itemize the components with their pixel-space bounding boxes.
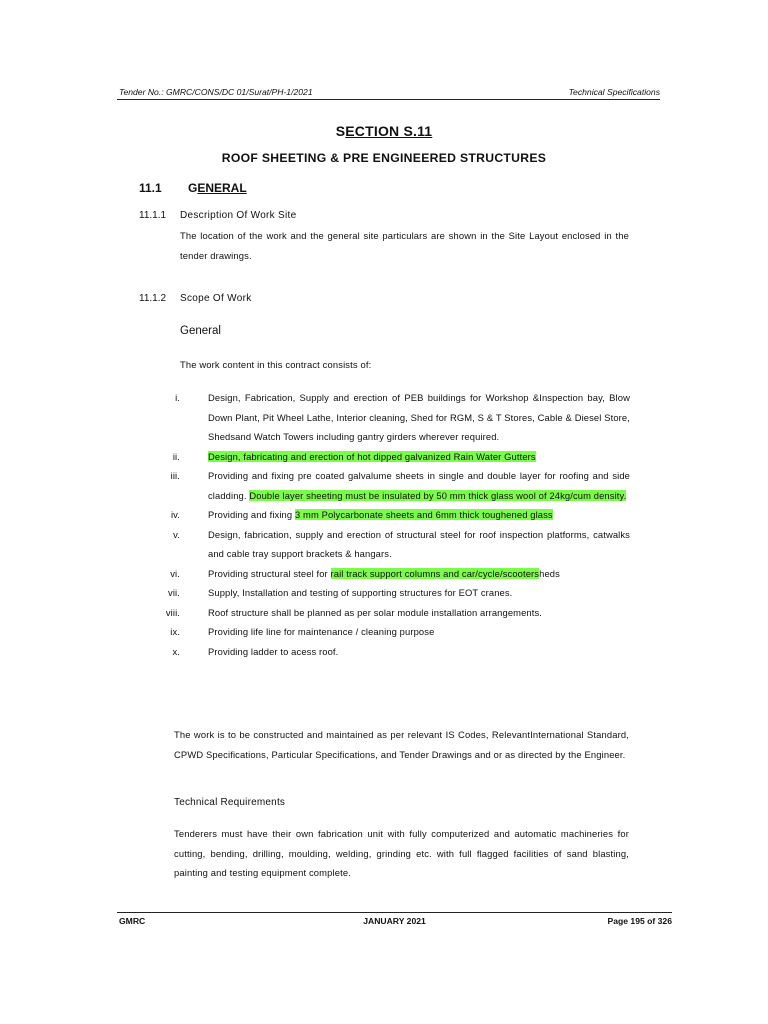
scope-list bbox=[150, 388, 630, 661]
list-item bbox=[150, 505, 630, 525]
list-item-number: iii. bbox=[170, 470, 180, 481]
highlighted-text: Double layer sheeting must be insulated by 50 mm thick glass wool of 24kg/cum density. bbox=[249, 489, 627, 501]
list-item bbox=[150, 466, 630, 505]
page-header bbox=[117, 87, 660, 100]
list-item-number: i. bbox=[175, 392, 180, 403]
list-item-text: Providing life line for maintenance / cleaning purpose bbox=[208, 626, 435, 637]
page-number: Page 195 of 326 bbox=[607, 916, 672, 926]
heading-number: 11.1 bbox=[139, 181, 162, 195]
list-item-text-plain: Providing and fixing bbox=[208, 509, 295, 520]
page-footer bbox=[117, 912, 672, 930]
subsection-number-1111: 11.1.1 bbox=[139, 210, 167, 221]
list-item bbox=[150, 388, 630, 447]
list-item-number: ii. bbox=[172, 450, 180, 462]
list-item-number: vii. bbox=[168, 587, 180, 598]
list-item-text bbox=[208, 505, 630, 525]
list-item-text bbox=[208, 564, 630, 584]
list-item-number: iv. bbox=[170, 509, 180, 520]
header-doc-type: Technical Specifications bbox=[568, 87, 660, 97]
list-item-text: Providing ladder to acess roof. bbox=[208, 645, 339, 657]
list-item bbox=[150, 525, 630, 564]
list-item bbox=[150, 622, 630, 642]
list-item-text: Supply, Installation and testing of supporting structures for EOT cranes. bbox=[208, 587, 513, 598]
list-item bbox=[150, 603, 630, 623]
list-item-text bbox=[208, 466, 630, 505]
technical-requirements-paragraph: Tenderers must have their own fabrication unit with fully computerized and automatic machineries for cutting, bending, drilling, moulding, welding, grinding etc. with full flagged facilities of sand blasting, painting and testing equipment complete. bbox=[174, 828, 629, 878]
list-item-number: x. bbox=[172, 645, 180, 657]
list-item-text-plain: Providing structural steel for bbox=[208, 567, 331, 579]
highlighted-text: Design, fabricating and erection of hot dipped galvanized Rain Water Gutters bbox=[208, 450, 536, 462]
list-item-text-plain: Providing and fixing pre coated galvalume sheets in single and double layer for roofing and side cladding. bbox=[208, 470, 630, 501]
heading-general bbox=[188, 181, 247, 195]
list-item-number: vi. bbox=[170, 567, 180, 579]
list-item-text-tail: heds bbox=[539, 567, 560, 579]
heading-general-first: G bbox=[188, 181, 198, 195]
subsection-title-1111: Description Of Work Site bbox=[180, 210, 297, 221]
footer-org: GMRC bbox=[119, 916, 146, 926]
section-title-prefix: S bbox=[335, 123, 346, 139]
tender-number: Tender No.: GMRC/CONS/DC 01/Surat/PH-1/2021 bbox=[119, 87, 313, 97]
list-item-number: v. bbox=[173, 528, 180, 540]
list-item-number: ix. bbox=[170, 626, 180, 637]
technical-requirements-heading: Technical Requirements bbox=[174, 797, 286, 808]
work-standards-paragraph: The work is to be constructed and maintained as per relevant IS Codes, RelevantInternational Standard, CPWD Specifications, Particular Specifications, and Tender Drawings and or as directed by the Engineer. bbox=[174, 729, 629, 760]
list-item bbox=[150, 564, 630, 584]
list-item bbox=[150, 583, 630, 603]
section-title-rest: ECTION S.11 bbox=[345, 123, 433, 139]
scope-intro: The work content in this contract consists of: bbox=[180, 359, 372, 370]
section-title bbox=[0, 123, 768, 139]
footer-date: JANUARY 2021 bbox=[363, 916, 426, 926]
work-site-paragraph: The location of the work and the general site particulars are shown in the Site Layout enclosed in the tender drawings. bbox=[180, 230, 629, 261]
highlighted-text: rail track support columns and car/cycle/scooters bbox=[330, 567, 540, 579]
general-heading: General bbox=[180, 325, 221, 337]
list-item-number: viii. bbox=[165, 606, 180, 618]
list-item bbox=[150, 447, 630, 467]
highlighted-text: 3 mm Polycarbonate sheets and 6mm thick toughened glass bbox=[294, 509, 553, 520]
heading-general-rest: ENERAL bbox=[197, 181, 247, 195]
subsection-title-1112: Scope Of Work bbox=[180, 293, 252, 304]
subsection-number-1112: 11.1.2 bbox=[139, 293, 167, 304]
section-subtitle: ROOF SHEETING & PRE ENGINEERED STRUCTURES bbox=[221, 151, 547, 165]
list-item-text: Roof structure shall be planned as per solar module installation arrangements. bbox=[208, 606, 543, 618]
list-item-text bbox=[208, 447, 630, 467]
list-item-text: Design, Fabrication, Supply and erection of PEB buildings for Workshop &Inspection bay, Blow Down Plant, Pit Wheel Lathe, Interior cleaning, Shed for RGM, S & T Stores, Cable & Diesel Store, Shedsand Watch Towers including gantry girders wherever required. bbox=[208, 392, 630, 442]
list-item-text: Design, fabrication, supply and erection of structural steel for roof inspection platforms, catwalks and cable tray support brackets & hangars. bbox=[208, 528, 630, 559]
list-item bbox=[150, 642, 630, 662]
